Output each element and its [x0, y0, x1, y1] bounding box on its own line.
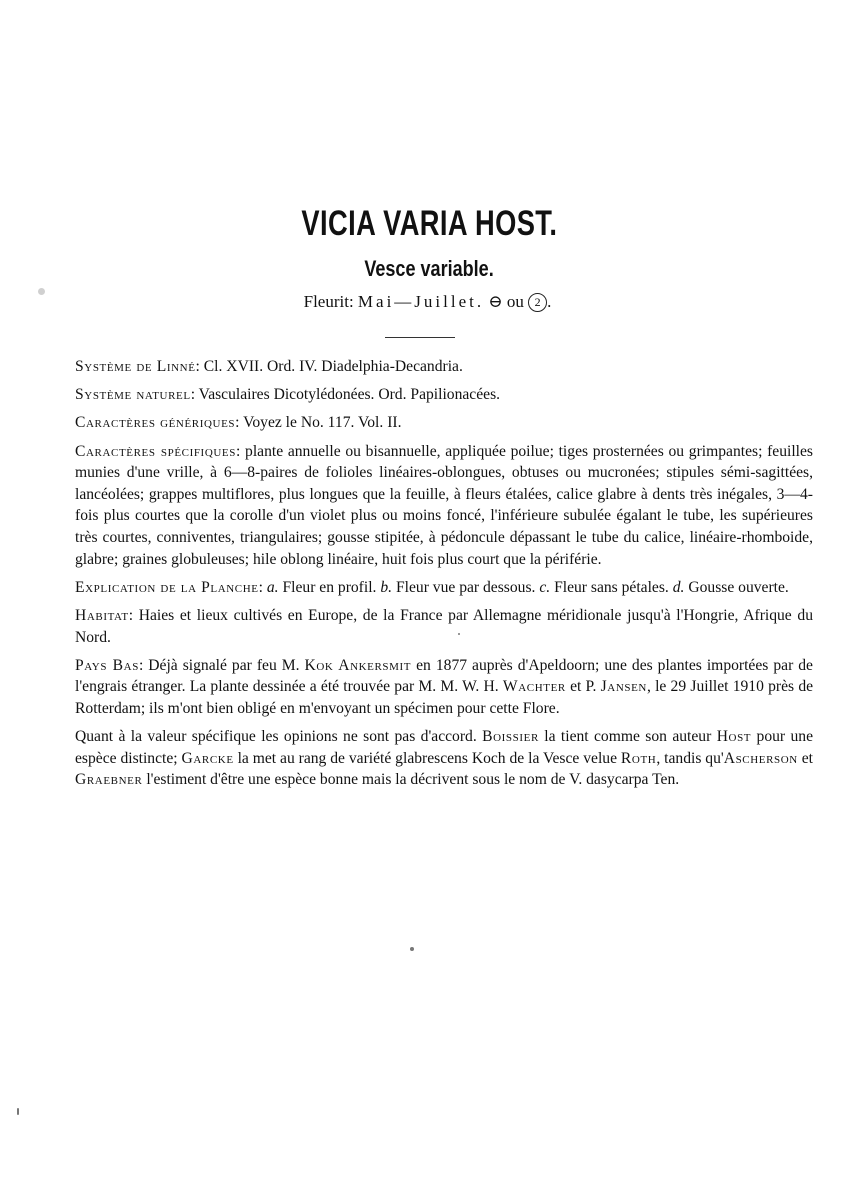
- separator-rule: [385, 337, 455, 338]
- section-label: Explication de la Planche: [75, 578, 259, 596]
- description-body: [75, 356, 813, 797]
- section-text: l'estiment d'être une espèce bonne mais la décrivent sous le nom de V. dasycarpa Ten.: [146, 771, 680, 789]
- figure-letter: d.: [672, 578, 685, 596]
- person-name: Kok Ankersmit: [304, 656, 412, 674]
- label-separator: :: [190, 386, 196, 404]
- figure-letter: a.: [266, 578, 279, 596]
- person-name: Ascherson: [723, 749, 798, 767]
- flowering-period: Mai—Juillet.: [357, 292, 485, 311]
- section-text: , tandis qu': [656, 749, 724, 767]
- section-planche: [75, 577, 813, 599]
- section-text: en 1877 auprès d'Apeldoorn; une des plantes importées par de l'engrais étranger. La plante dessinée a été trouvée par M. M. W. H.: [75, 656, 813, 696]
- person-name: Garcke: [181, 749, 234, 767]
- label-separator: :: [235, 414, 240, 432]
- label-separator: :: [138, 656, 144, 674]
- person-name: Wachter: [502, 678, 566, 696]
- page-subtitle: Vesce variable.: [364, 256, 494, 281]
- section-naturel: [75, 384, 813, 406]
- section-specifiques: [75, 441, 813, 571]
- section-text: Voyez le No. 117. Vol. II.: [243, 414, 402, 432]
- figure-letter: b.: [380, 578, 393, 596]
- section-label: Pays Bas: [75, 656, 139, 674]
- section-label: Caractères génériques: [75, 414, 236, 432]
- label-separator: :: [195, 358, 200, 375]
- flowering-line: [0, 292, 855, 312]
- person-name: Roth: [620, 749, 657, 767]
- section-text: Haies et lieux cultivés en Europe, de la France par Allemagne méridionale jusqu'à l'Hongrie, Afrique du Nord.: [75, 606, 813, 646]
- section-habitat: [75, 605, 813, 648]
- figure-caption: Fleur sans pétales.: [554, 578, 669, 596]
- section-text: Quant à la valeur spécifique les opinions ne sont pas d'accord.: [75, 728, 477, 746]
- period-end: .: [547, 292, 552, 311]
- paper-speck: [17, 1108, 19, 1115]
- person-name: Host: [716, 728, 752, 746]
- section-text: plante annuelle ou bisannuelle, appliquée poilue; tiges prosternées ou grimpantes; feuilles munies d'une vrille, à 6—8-paires de folioles linéaires-oblongues, obtuses ou mucronées; stipules sémi-sagittées, lancéolées; grappes multiflores, plus longues que la feuille, à fleurs étalées, calice glabre à dents très inégales, 3—4-fois plus courtes que la corolle d'un violet plus ou moins foncé, l'inférieure subulée égalant le tube, les supérieures très courtes, conniventes, triangulaires; gousse stipitée, à pédoncule dépassant le tube du calice, linéaire-rhomboide, glabre; graines globuleuses; hile oblong linéaire, huit fois plus court que la périférie.: [75, 442, 814, 568]
- section-text: Déjà signalé par feu M.: [148, 656, 300, 674]
- section-valeur: [75, 726, 813, 791]
- section-text: la tient comme son auteur: [544, 728, 712, 746]
- figure-letter: c.: [539, 578, 551, 596]
- flowering-label: Fleurit:: [303, 292, 354, 311]
- figure-caption: Fleur en profil.: [282, 578, 377, 596]
- or-text: ou: [506, 292, 524, 311]
- label-separator: :: [258, 578, 263, 596]
- section-text: Vasculaires Dicotylédonées. Ord. Papilionacées.: [198, 386, 501, 404]
- section-text: Cl. XVII. Ord. IV. Diadelphia-Decandria.: [203, 358, 463, 375]
- section-text: pour une espèce distincte;: [75, 728, 814, 767]
- section-text: et P.: [570, 678, 597, 696]
- section-text: et: [801, 749, 813, 767]
- paper-speck: [38, 288, 45, 295]
- section-label: Système de Linné: [75, 358, 196, 375]
- section-label: Caractères spécifiques: [75, 442, 236, 460]
- label-separator: :: [235, 442, 241, 460]
- paper-speck: [410, 947, 414, 951]
- section-text: la met au rang de variété glabrescens Koch de la Vesce velue: [237, 749, 618, 767]
- figure-caption: Gousse ouverte.: [688, 578, 789, 596]
- section-label: Système naturel: [75, 386, 191, 404]
- person-name: Boissier: [482, 728, 539, 746]
- section-generiques: [75, 412, 813, 434]
- annual-symbol: ⊖: [488, 292, 503, 311]
- biennial-symbol: 2: [528, 293, 547, 312]
- page-title: VICIA VARIA HOST.: [301, 204, 558, 243]
- section-pays-bas: [75, 655, 813, 720]
- figure-caption: Fleur vue par dessous.: [395, 578, 536, 596]
- section-linne: [75, 356, 813, 378]
- section-text: , le 29 Juillet 1910 près de Rotterdam; ils m'ont bien obligé en m'envoyant un spécimen pour cette Flore.: [75, 678, 814, 717]
- section-label: Habitat: [75, 606, 129, 624]
- label-separator: :: [128, 606, 134, 624]
- person-name: Jansen: [600, 678, 647, 696]
- paper-speck: [458, 633, 460, 635]
- person-name: Graebner: [75, 771, 143, 789]
